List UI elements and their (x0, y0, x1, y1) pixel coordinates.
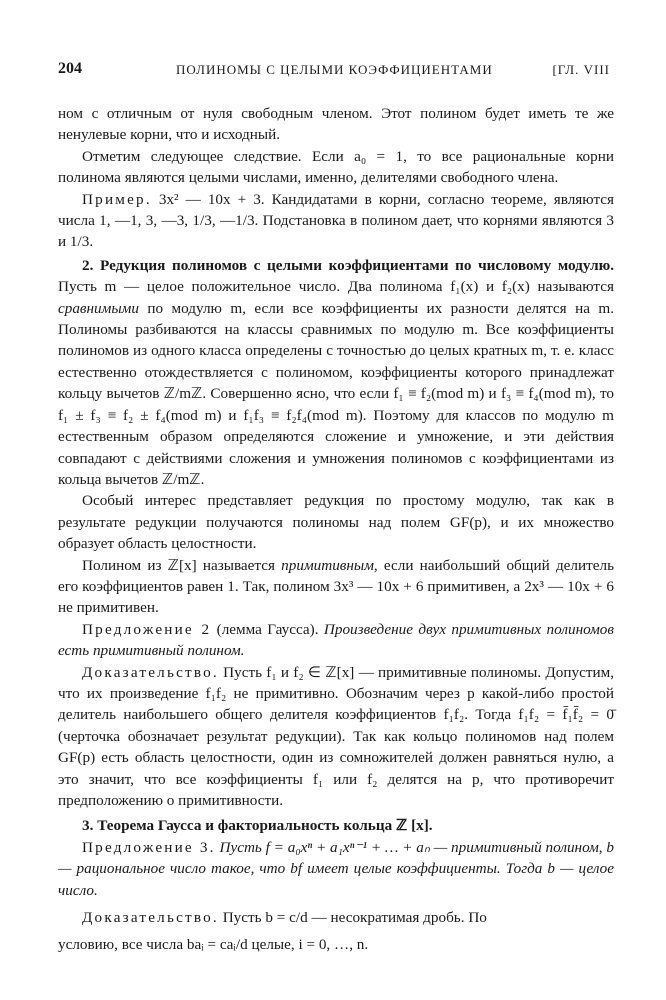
paragraph-proof-1 (58, 662, 614, 812)
paragraph-corollary: Отметим следующее следствие. Если a₀ = 1, то все рациональные корни полинома являются целыми числами, именно, делителями свободного члена. (58, 147, 614, 187)
paragraph-continuation: ном с отличным от нуля свободным членом. Этот полином будет иметь те же ненулевые корни, что и исходный. (58, 105, 614, 144)
running-title: ПОЛИНОМЫ С ЦЕЛЫМИ КОЭФФИЦИЕНТАМИ (176, 62, 493, 77)
proposition-2-label: Предложение 2 (82, 620, 212, 638)
section-2-text-a: Пусть m — целое положительное число. Два полинома f₁(x) и f₂(x) называются (58, 278, 614, 296)
paragraph-proof-2 (58, 907, 614, 928)
paragraph-proof-2-cont: условию, все числа baᵢ = caᵢ/d целые, i = 0, …, n. (58, 936, 369, 954)
proposition-2-note: (лемма Гаусса). (211, 620, 324, 638)
example-text: 3x² — 10x + 3. Кандидатами в корни, согласно теореме, являются числа 1, —1, 3, —3, 1/3, —1/3. Подстановка в полином дает, что корнями являются 3 и 1/3. (58, 190, 614, 251)
example-label: Пример. (82, 190, 152, 208)
proof-2-label: Доказательство. (82, 909, 219, 927)
page-body (58, 103, 614, 956)
proposition-3-statement: Пусть f = a₀xⁿ + a₁xⁿ⁻¹ + … + aₙ — примитивный полином, b — рациональное число такое, что bf имеет целые коэффициенты. Тогда b — целое число. (58, 838, 614, 899)
paragraph-proposition-2 (58, 619, 614, 662)
primitive-text-b: , если наибольший общий делитель его коэффициентов равен 1. Так, полином 3x³ — 10x + 6 примитивен, а 2x³ — 10x + 6 не примитивен. (58, 556, 614, 617)
paragraph-primitive-def (58, 555, 614, 619)
primitive-text-a: Полином из ℤ[x] называется (82, 556, 282, 574)
paragraph-section-2 (58, 255, 614, 490)
term-comparable: сравнимыми (58, 299, 139, 317)
proposition-2-statement: Произведение двух примитивных полиномов есть примитивный полином. (58, 620, 614, 660)
page-number: 204 (58, 60, 82, 77)
term-primitive: примитивным (281, 556, 374, 574)
proof-2-text: Пусть b = c/d — несократимая дробь. По (218, 909, 487, 927)
proof-1-label: Доказательство. (82, 663, 219, 681)
section-2-heading: 2. Редукция полиномов с целыми коэффициентами по числовому модулю. (82, 256, 614, 274)
paragraph-proposition-3 (58, 837, 614, 901)
section-3-heading: 3. Теорема Гаусса и факториальность кольца ℤ [x]. (82, 817, 433, 835)
proof-1-text: Пусть f₁ и f₂ ∈ ℤ[x] — примитивные полиномы. Допустим, что их произведение f₁f₂ не примитивно. Обозначим через p какой-либо простой делитель наибольшего общего делителя коэффициентов f₁f₂. Тогда f₁f₂ = f̄₁f̄₂ = 0̄ (черточка обозначает результат редукции). Так как кольцо полиномов над полем GF(p) есть область целостности, один из сомножителей должен равняться нулю, а это значит, что все коэффициенты f₁ или f₂ делятся на p, что противоречит предположению о примитивности. (58, 663, 614, 809)
paragraph-prime-modulus: Особый интерес представляет редукция по простому модулю, так как в результате редукции получаются полиномы над полем GF(p), и их множество образует область целостности. (58, 492, 614, 553)
section-2-text-b: по модулю m, если все коэффициенты их разности делятся на m. Полиномы разбиваются на классы сравнимых по модулю m. Все коэффициенты полиномов из одного класса определены с точностью до целых кратных m, т. е. класс естественно отождествляется с полиномом, коэффициенты которого принадлежат кольцу вычетов ℤ/mℤ. Совершенно ясно, что если f₁ ≡ f₂(mod m) и f₃ ≡ f₄(mod m), то f₁ ± f₃ ≡ f₂ ± f₄(mod m) и f₁f₃ ≡ f₂f₄(mod m). Поэтому для классов по модулю m естественным образом определяются сложение и умножение, и эти действия совпадают с действиями сложения и умножения полиномов с коэффициентами из кольца вычетов ℤ/mℤ. (58, 299, 614, 488)
paragraph-example (58, 189, 614, 253)
proposition-3-label: Предложение 3. (82, 838, 216, 856)
chapter-label: [ГЛ. VIII (552, 62, 610, 77)
running-header (58, 60, 610, 82)
